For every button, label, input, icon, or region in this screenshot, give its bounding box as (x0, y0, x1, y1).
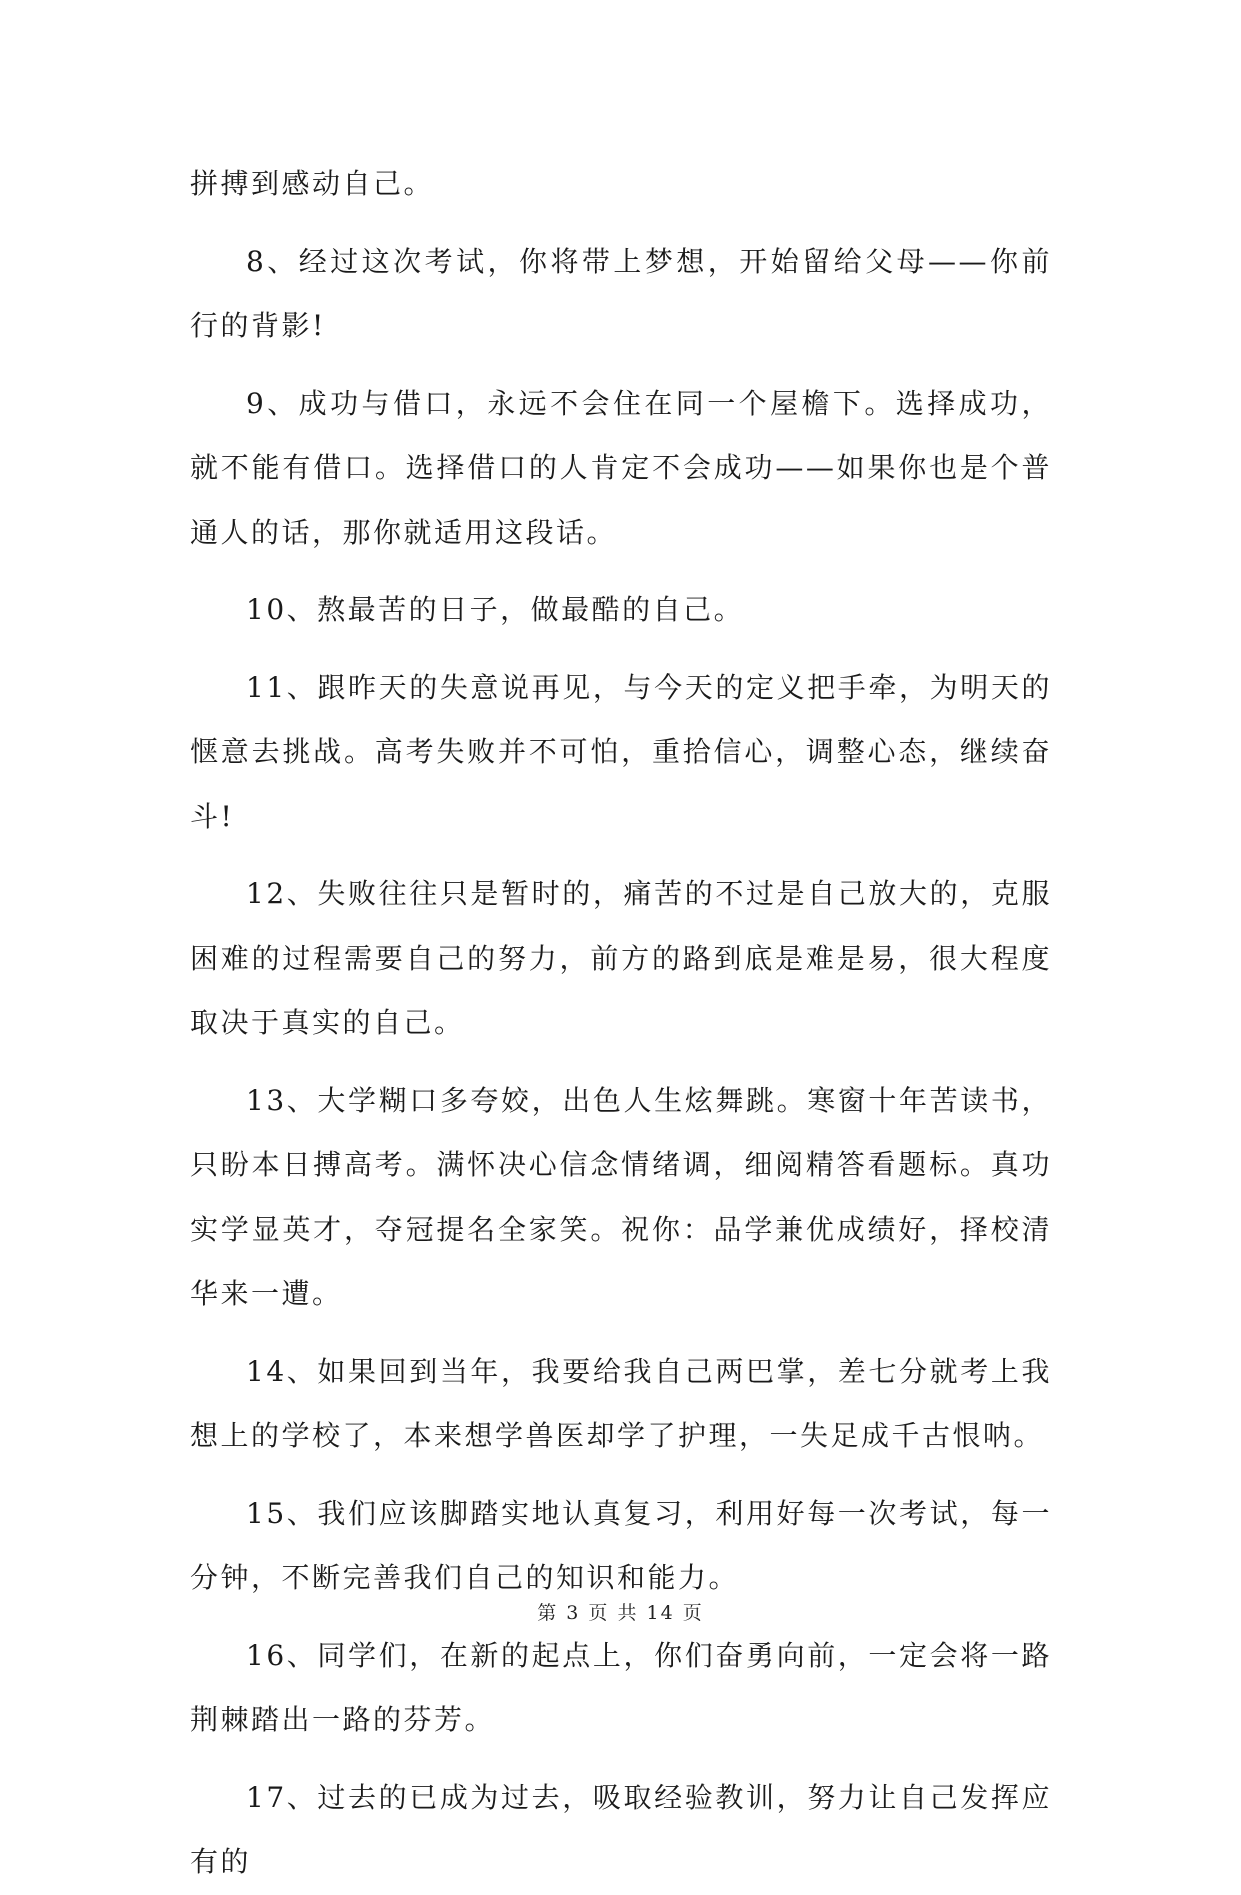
paragraph-9: 15、我们应该脚踏实地认真复习，利用好每一次考试，每一分钟，不断完善我们自己的知识和能力。 (190, 1496, 1052, 1594)
paragraph-6: 12、失败往往只是暂时的，痛苦的不过是自己放大的，克服困难的过程需要自己的努力，前方的路到底是难是易，很大程度取决于真实的自己。 (190, 877, 1052, 1039)
paragraph-4: 10、熬最苦的日子，做最酷的自己。 (246, 593, 745, 626)
paragraph-5: 11、跟昨天的失意说再见，与今天的定义把手牵，为明天的惬意去挑战。高考失败并不可怕，重拾信心，调整心态，继续奋斗! (190, 670, 1052, 833)
paragraph-7: 13、大学糊口多夸姣，出色人生炫舞跳。寒窗十年苦读书，只盼本日搏高考。满怀决心信念情绪调，细阅精答看题标。真功实学显英才，夺冠提名全家笑。祝你：品学兼优成绩好，择校清华来一遭。 (190, 1083, 1052, 1310)
paragraph-10: 16、同学们，在新的起点上，你们奋勇向前，一定会将一路荆棘踏出一路的芬芳。 (190, 1638, 1052, 1736)
paragraph-1: 拼搏到感动自己。 (190, 167, 435, 200)
paragraph-2: 8、经过这次考试，你将带上梦想，开始留给父母——你前行的背影! (190, 244, 1052, 342)
page-number-footer: 第 3 页 共 14 页 (537, 1602, 704, 1624)
document-body (190, 152, 1052, 1895)
paragraph-8: 14、如果回到当年，我要给我自己两巴掌，差七分就考上我想上的学校了，本来想学兽医却学了护理，一失足成千古恨呐。 (190, 1354, 1052, 1452)
paragraph-11: 17、过去的已成为过去，吸取经验教训，努力让自己发挥应有的 (190, 1780, 1052, 1878)
paragraph-3: 9、成功与借口，永远不会住在同一个屋檐下。选择成功，就不能有借口。选择借口的人肯定不会成功——如果你也是个普通人的话，那你就适用这段话。 (190, 386, 1052, 549)
